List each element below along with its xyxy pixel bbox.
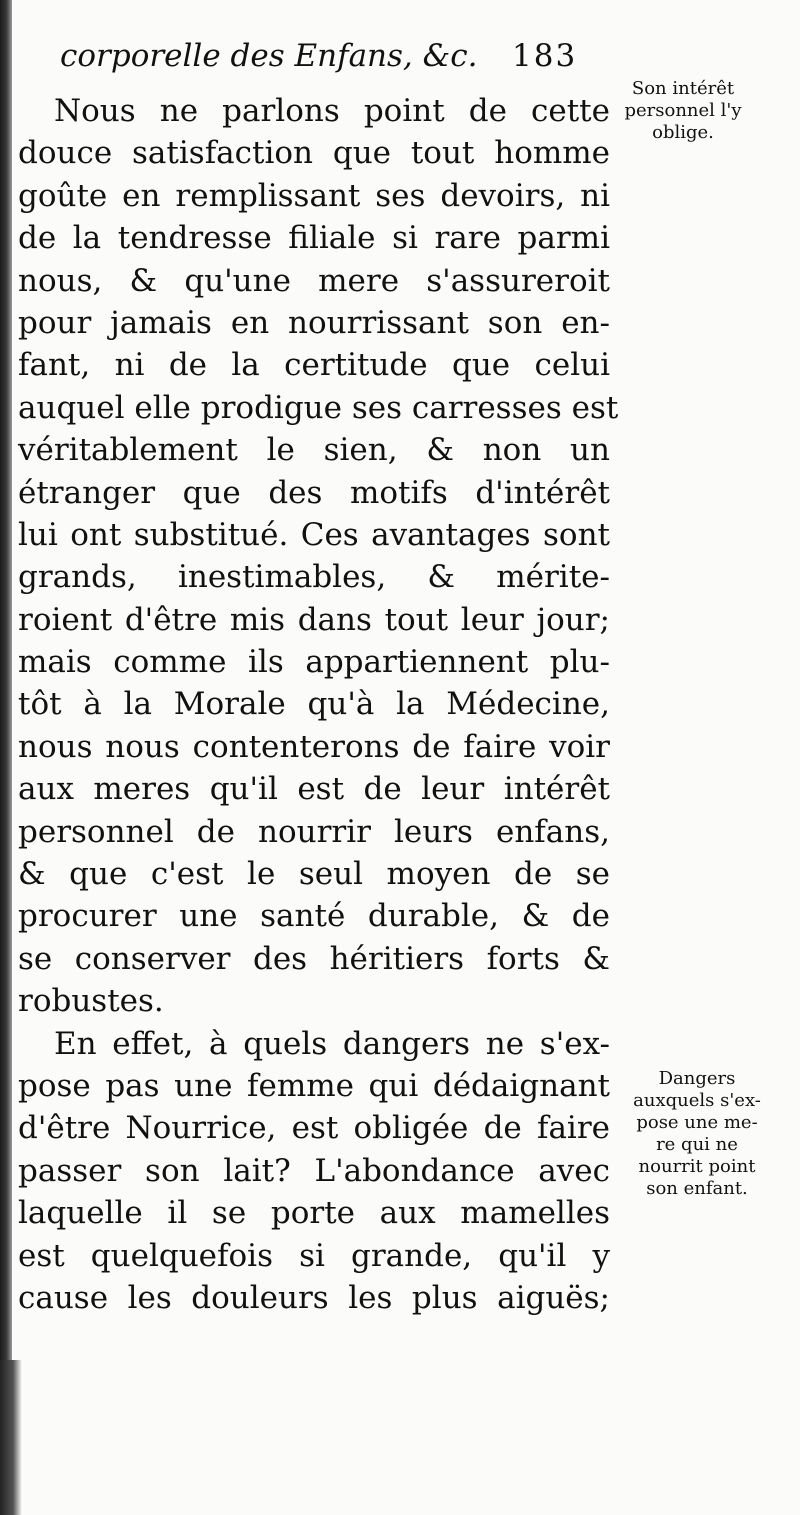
text-line: procurer une santé durable, & de [18,898,610,935]
text-line: étranger que des motifs d'intérêt [18,474,610,511]
text-line: laquelle il se porte aux mamelles [18,1195,610,1232]
text-line: douce satisfaction que tout homme [18,135,610,172]
text-line: fant, ni de la certitude que celui [18,347,610,384]
margin-note-line: oblige. [652,122,714,143]
text-line: En effet, à quels dangers ne s'ex- [54,1025,610,1062]
text-line: roient d'être mis dans tout leur jour; [18,601,610,638]
margin-note-personal-interest [593,78,773,144]
margin-note-line: re qui ne [656,1134,738,1155]
text-line: personnel de nourrir leurs enfans, [18,813,610,850]
text-line: pose pas une femme qui dédaignant [18,1067,610,1104]
margin-note-line: Son intérêt [631,78,735,99]
margin-note-line: nourrit point [638,1156,756,1177]
text-line: nous, & qu'une mere s'assureroit [18,262,610,299]
margin-note-line: auxquels s'ex- [633,1090,761,1111]
text-line: se conserver des héritiers forts & [18,940,610,977]
text-line: Nous ne parlons point de cette [54,93,610,129]
binding-shadow [0,1360,22,1515]
text-line: robustes. [18,983,164,1020]
text-line: véritablement le sien, & non un [18,432,610,469]
text-line: lui ont substitué. Ces avantages sont [18,516,610,553]
text-line: grands, inestimables, & mérite- [18,559,610,596]
text-line: tôt à la Morale qu'à la Médecine, [18,686,610,723]
text-line: passer son lait? L'abondance avec [18,1152,610,1189]
running-head: corporelle des Enfans, &c. [60,38,478,74]
margin-note-line: son enfant. [646,1178,748,1199]
text-line: goûte en remplissant ses devoirs, ni [18,177,610,214]
margin-note-line: Dangers [658,1068,736,1089]
text-line: pour jamais en nourrissant son en- [18,304,610,341]
body-text [18,90,619,1319]
text-line: & que c'est le seul moyen de se [18,856,610,893]
text-line: nous nous contenterons de faire voir [18,728,610,765]
text-line: d'être Nourrice, est obligée de faire [18,1110,610,1147]
text-line: de la tendresse filiale si rare parmi [18,220,610,257]
binding-edge [0,0,12,1515]
text-line: cause les douleurs les plus aiguës; [18,1279,610,1316]
page-number: 183 [512,38,578,74]
text-line: auquel elle prodigue ses carresses est [18,389,619,426]
margin-note-line: personnel l'y [624,100,742,121]
margin-note-dangers [607,1068,787,1200]
text-line: aux meres qu'il est de leur intérêt [18,771,610,808]
margin-note-line: pose une me- [636,1112,758,1133]
text-line: mais comme ils appartiennent plu- [18,644,610,681]
text-line: est quelquefois si grande, qu'il y [18,1237,610,1274]
